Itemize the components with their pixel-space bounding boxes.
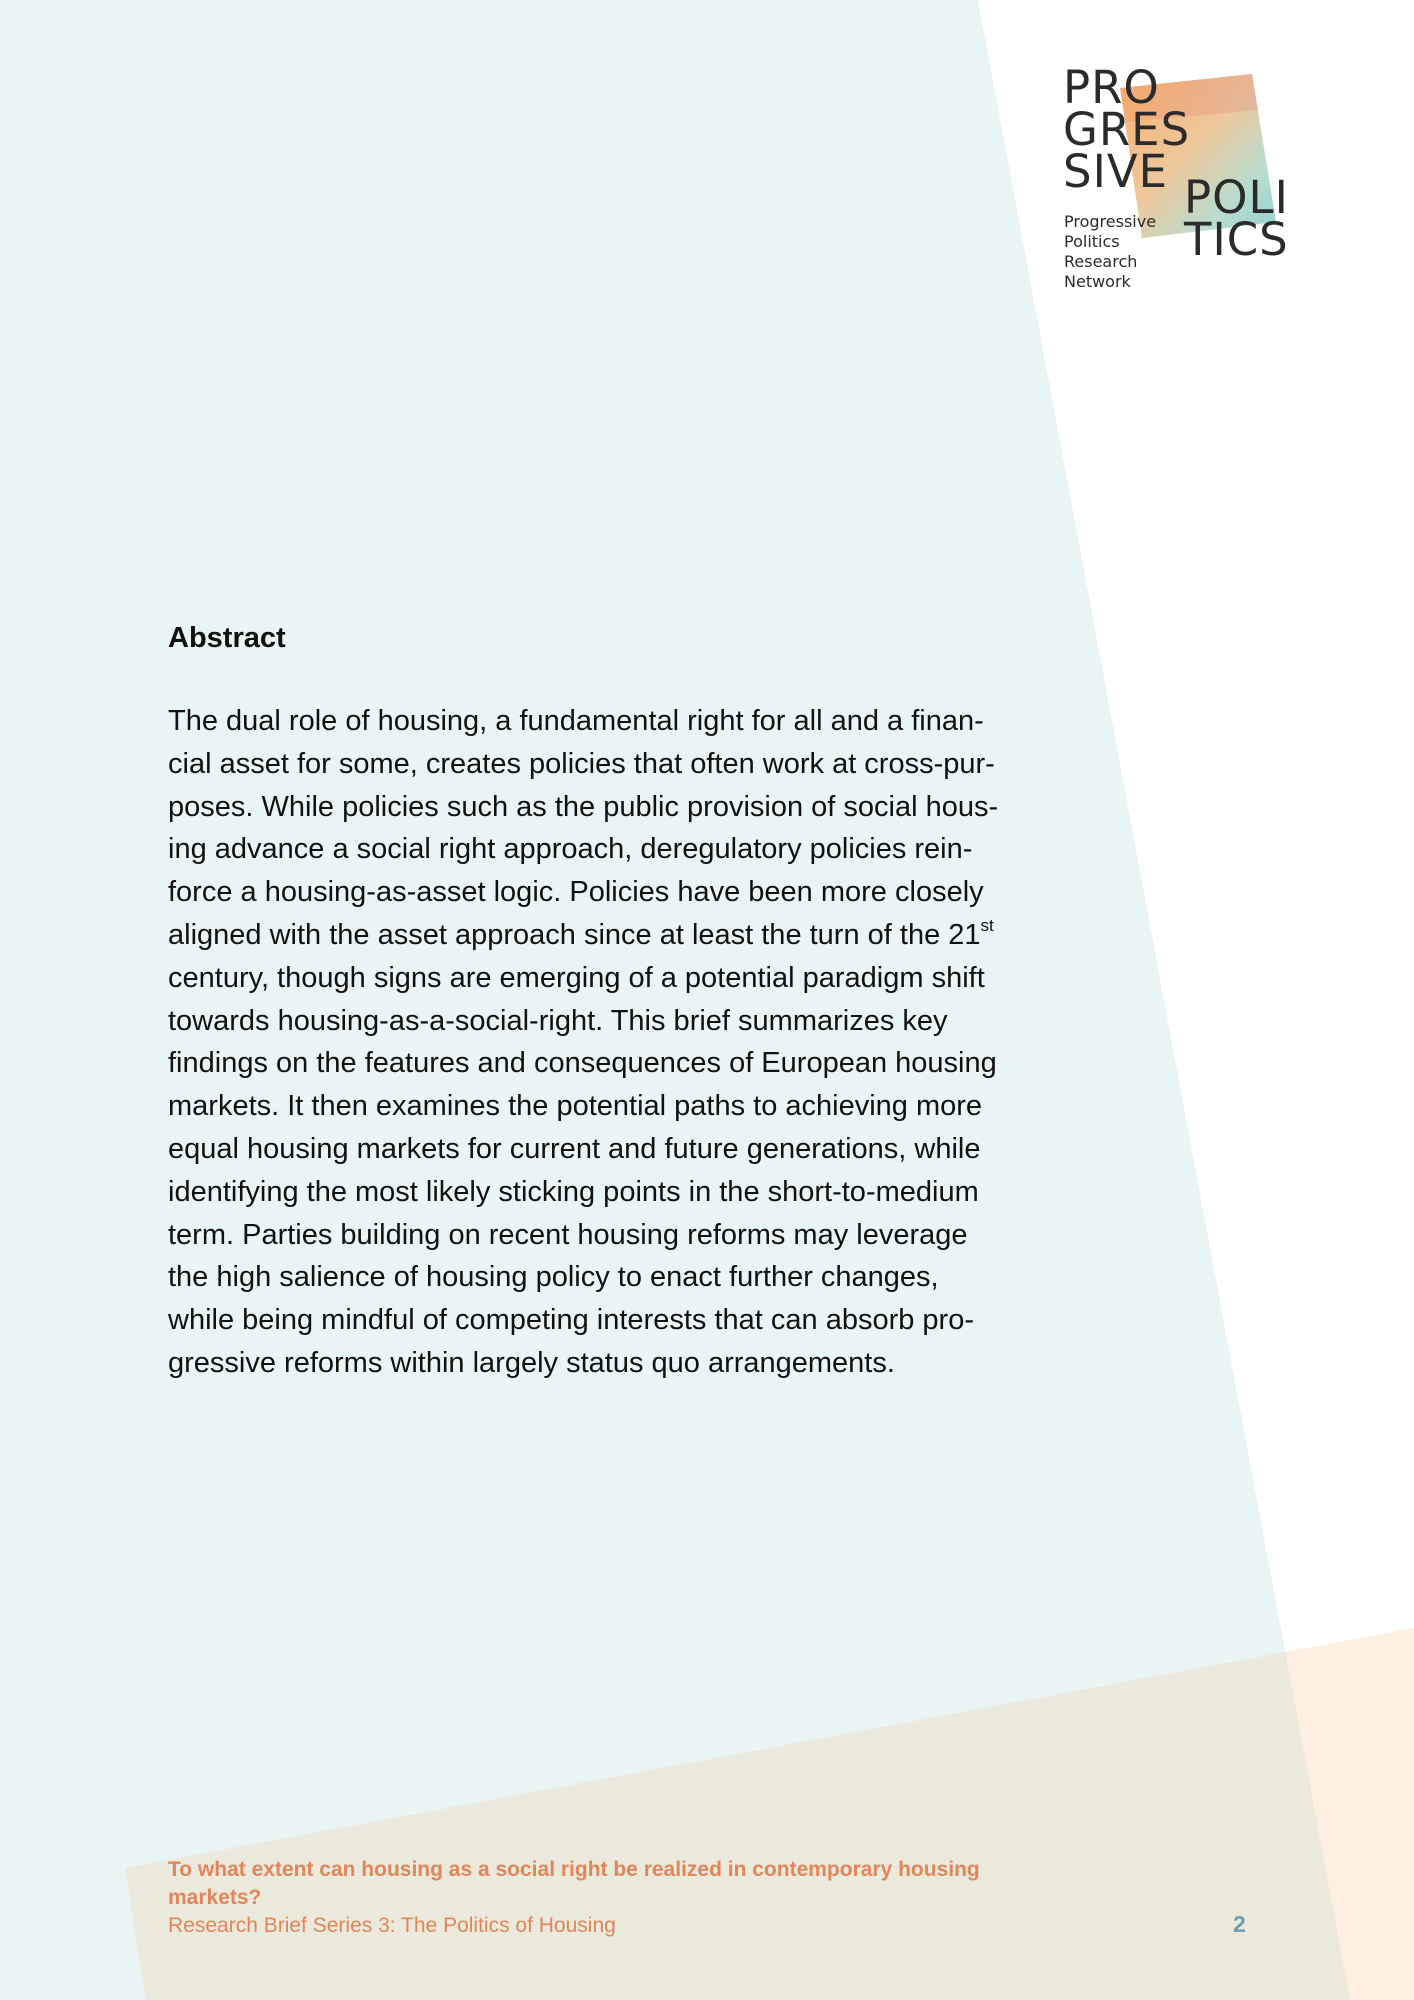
abstract-line: term. Parties building on recent housing reforms may leverage xyxy=(168,1218,968,1251)
footer-brief-title xyxy=(168,1856,1068,1912)
logo-word-pro: PRO xyxy=(1063,61,1160,114)
abstract-line-with-superscript xyxy=(168,914,1073,957)
abstract-line: gressive reforms within largely status quo arrangements. xyxy=(168,1346,895,1379)
abstract-body xyxy=(168,700,1073,1385)
abstract-line: force a housing-as-asset logic. Policies have been more closely xyxy=(168,876,984,909)
logo-word-poli: POLI xyxy=(1184,171,1289,224)
footer-title-line: To what extent can housing as a social right be realized in contemporary housing xyxy=(168,1858,980,1881)
footer-series-name: Research Brief Series 3: The Politics of Housing xyxy=(168,1914,616,1937)
abstract-line: while being mindful of competing interests that can absorb pro- xyxy=(168,1304,974,1337)
abstract-line: findings on the features and consequences of European housing xyxy=(168,1047,997,1080)
abstract-line: aligned with the asset approach since at least the turn of the 21 xyxy=(168,918,981,951)
logo xyxy=(1040,60,1330,300)
logo-subtitle xyxy=(1064,212,1156,292)
abstract-line: markets. It then examines the potential paths to achieving more xyxy=(168,1090,983,1123)
abstract-line: cial asset for some, creates policies that often work at cross-pur- xyxy=(168,747,995,780)
abstract-line: The dual role of housing, a fundamental right for all and a finan- xyxy=(168,705,984,737)
logo-subtitle-line: Research xyxy=(1064,252,1138,271)
ordinal-superscript: st xyxy=(980,915,994,935)
abstract-line: towards housing-as-a-social-right. This brief summarizes key xyxy=(168,1004,948,1037)
logo-subtitle-line: Politics xyxy=(1064,232,1120,251)
logo-word-gres: GRES xyxy=(1063,103,1191,156)
abstract-line: equal housing markets for current and future generations, while xyxy=(168,1132,981,1165)
logo-word-tics: TICS xyxy=(1184,213,1289,266)
abstract-line: ing advance a social right approach, deregulatory policies rein- xyxy=(168,833,973,866)
page-number: 2 xyxy=(1233,1911,1246,1937)
abstract-line: century, though signs are emerging of a potential paradigm shift xyxy=(168,961,985,994)
logo-subtitle-line: Network xyxy=(1064,272,1131,291)
abstract-line: the high salience of housing policy to enact further changes, xyxy=(168,1261,939,1294)
logo-word-sive: SIVE xyxy=(1063,145,1169,198)
abstract-heading: Abstract xyxy=(168,622,286,654)
logo-subtitle-line: Progressive xyxy=(1064,212,1157,231)
abstract-line: identifying the most likely sticking points in the short-to-medium xyxy=(168,1175,979,1208)
footer-title-line: markets? xyxy=(168,1886,262,1909)
abstract-line: poses. While policies such as the public provision of social hous- xyxy=(168,790,999,823)
